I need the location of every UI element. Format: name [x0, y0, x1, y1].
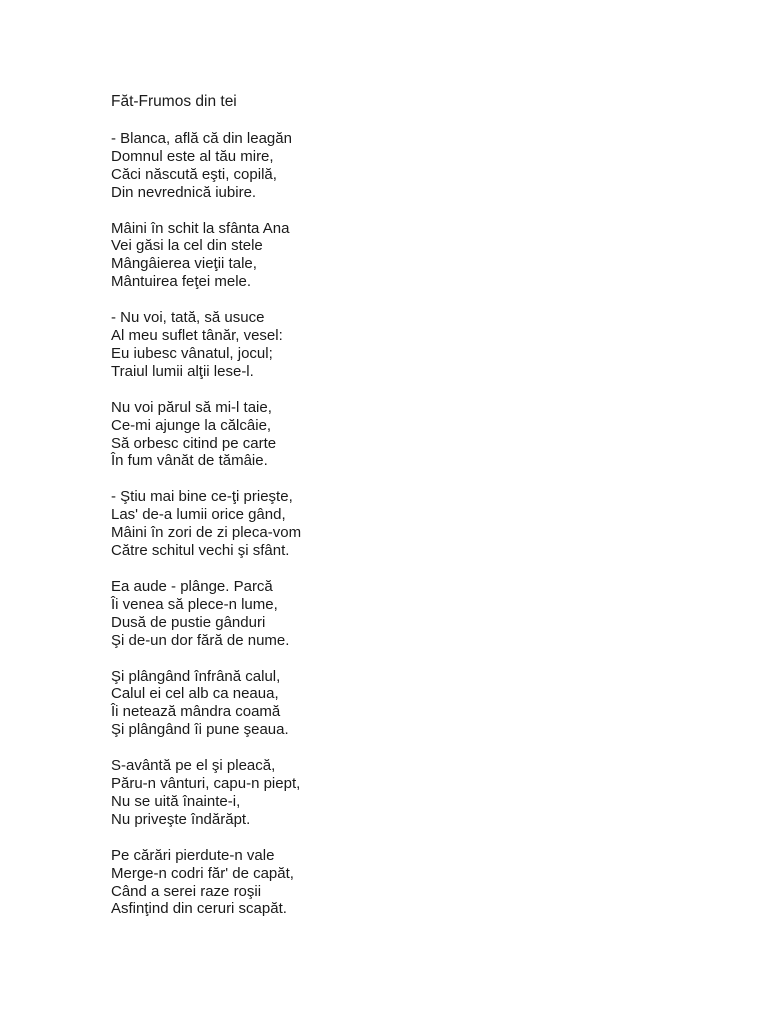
poem-line: Şi plângând îi pune şeaua.	[111, 721, 289, 739]
stanza	[111, 578, 711, 668]
poem-line: Merge-n codri făr' de capăt,	[111, 864, 294, 882]
poem-line: Nu se uită înainte-i,	[111, 792, 241, 810]
stanza	[111, 130, 711, 220]
poem-line: Asfinţind din ceruri scapăt.	[111, 900, 287, 918]
stanza	[111, 847, 711, 937]
poem-line: S-avântă pe el şi pleacă,	[111, 757, 276, 775]
poem-line: Mâini în zori de zi pleca-vom	[111, 524, 302, 542]
poem-line: Nu voi părul să mi-l taie,	[111, 398, 272, 416]
poem-line: Mântuirea feţei mele.	[111, 273, 252, 291]
poem-title: Făt-Frumos din tei	[111, 93, 237, 110]
poem-line: - Ştiu mai bine ce-ţi prieşte,	[111, 488, 293, 506]
poem-line: Mâini în schit la sfânta Ana	[111, 219, 290, 237]
poem-line: Din nevrednică iubire.	[111, 183, 257, 201]
poem-line: Păru-n vânturi, capu-n piept,	[111, 775, 301, 793]
poem-line: Domnul este al tău mire,	[111, 147, 274, 165]
poem-line: Ea aude - plânge. Parcă	[111, 577, 273, 595]
poem-line: Ce-mi ajunge la călcâie,	[111, 416, 272, 434]
poem-line: Îi netează mândra coamă	[111, 703, 281, 721]
stanza	[111, 399, 711, 489]
poem-line: Eu iubesc vânatul, jocul;	[111, 344, 273, 362]
poem-line: Las' de-a lumii orice gând,	[111, 506, 286, 524]
poem-line: Să orbesc citind pe carte	[111, 434, 277, 452]
stanza	[111, 668, 711, 758]
stanza	[111, 757, 711, 847]
poem-line: Nu priveşte îndărăpt.	[111, 810, 251, 828]
stanza	[111, 488, 711, 578]
poem-line: - Nu voi, tată, să usuce	[111, 309, 265, 327]
poem-line: Traiul lumii alţii lese-l.	[111, 362, 254, 380]
poem-line: Dusă de pustie gânduri	[111, 613, 266, 631]
poem-line: Şi plângând înfrână calul,	[111, 667, 281, 685]
poem-line: Vei găsi la cel din stele	[111, 237, 263, 255]
stanza	[111, 309, 711, 399]
poem-line: Mângâierea vieţii tale,	[111, 255, 257, 273]
poem-line: În fum vânăt de tămâie.	[111, 452, 268, 470]
poem-line: Calul ei cel alb ca neaua,	[111, 685, 279, 703]
poem-line: Când a serei raze roşii	[111, 882, 262, 900]
poem-line: Şi de-un dor fără de nume.	[111, 631, 290, 649]
poem-line: Pe cărări pierdute-n vale	[111, 846, 275, 864]
poem-line: Al meu suflet tânăr, vesel:	[111, 327, 283, 345]
poem-line: Către schitul vechi şi sfânt.	[111, 542, 290, 560]
stanza	[111, 220, 711, 310]
poem-body	[111, 130, 711, 936]
poem-line: - Blanca, află că din leagăn	[111, 130, 292, 147]
poem-line: Îi venea să plece-n lume,	[111, 595, 278, 613]
poem-line: Căci născută eşti, copilă,	[111, 165, 277, 183]
